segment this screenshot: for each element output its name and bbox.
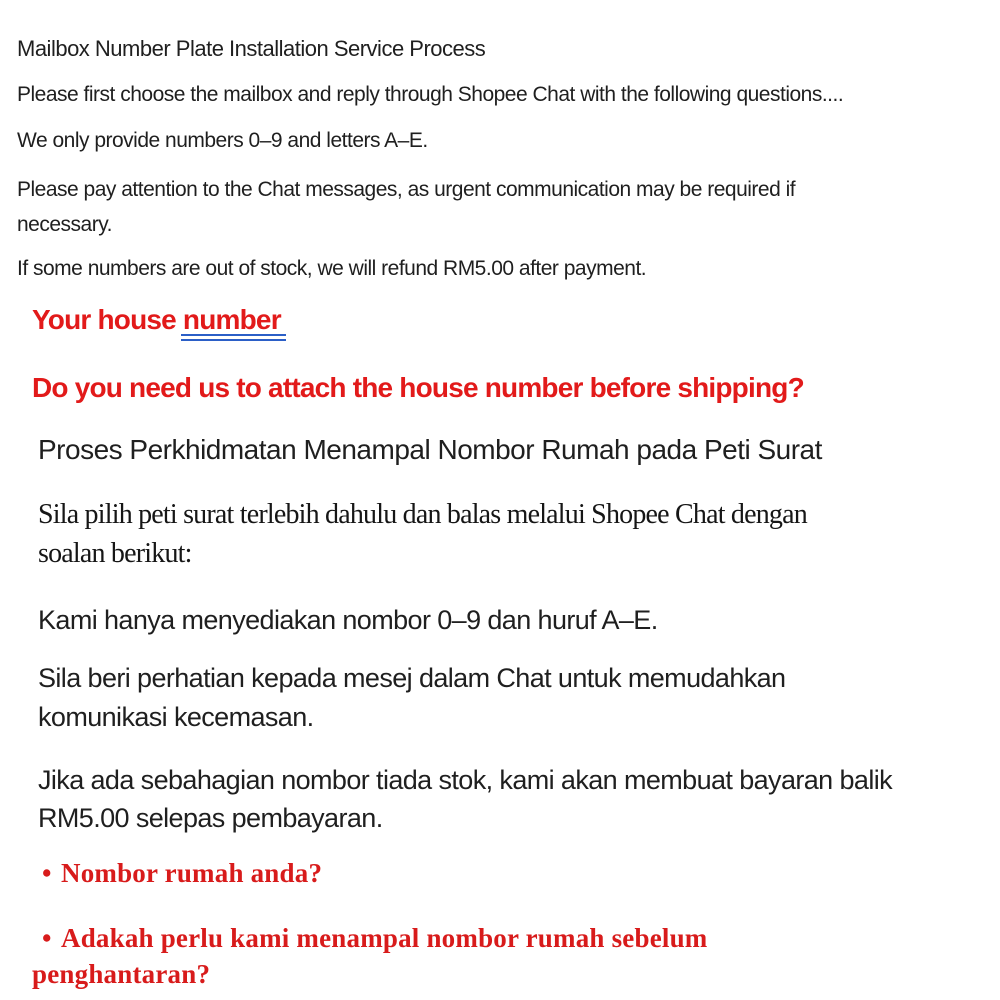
doc-title: Mailbox Number Plate Installation Service Process [17,36,486,61]
malay-paragraph-refund-line2: RM5.00 selepas pembayaran. [38,803,383,833]
en-paragraph-chat-attention-line1: Please pay attention to the Chat messages, as urgent communication may be required if [17,178,796,201]
bullet-1-text: Nombor rumah anda? [61,858,323,888]
bullet-icon: • [42,923,52,953]
bullet-item-attach-before-delivery-line2: penghantaran? [32,959,211,989]
malay-paragraph-chat-attention-line1: Sila beri perhatian kepada mesej dalam Chat untuk memudahkan [38,663,786,693]
en-paragraph-choose-mailbox: Please first choose the mailbox and reply through Shopee Chat with the following questions.... [17,83,844,106]
en-paragraph-refund: If some numbers are out of stock, we will refund RM5.00 after payment. [17,257,647,280]
en-paragraph-chat-attention-line2: necessary. [17,213,112,236]
malay-paragraph-numbers-provided: Kami hanya menyediakan nombor 0–9 dan huruf A–E. [38,605,658,635]
underlined-word-number: number [182,304,281,335]
question-prefix-text: Your house [32,304,183,335]
malay-heading: Proses Perkhidmatan Menampal Nombor Rumah pada Peti Surat [38,434,822,465]
bullet-icon: • [42,858,52,888]
malay-paragraph-refund-line1: Jika ada sebahagian nombor tiada stok, kami akan membuat bayaran balik [38,765,893,795]
en-paragraph-numbers-provided: We only provide numbers 0–9 and letters A–E. [17,129,428,152]
bullet-item-attach-before-delivery-line1 [42,925,707,952]
malay-serif-paragraph-line2: soalan berikut: [38,538,192,569]
red-question-attach-before-shipping: Do you need us to attach the house number before shipping? [32,372,804,403]
red-question-house-number [32,306,281,334]
bullet-2-text-line1: Adakah perlu kami menampal nombor rumah sebelum [61,923,708,953]
bullet-item-house-number [42,860,322,887]
malay-serif-paragraph-line1: Sila pilih peti surat terlebih dahulu dan balas melalui Shopee Chat dengan [38,499,807,530]
malay-paragraph-chat-attention-line2: komunikasi kecemasan. [38,702,314,732]
